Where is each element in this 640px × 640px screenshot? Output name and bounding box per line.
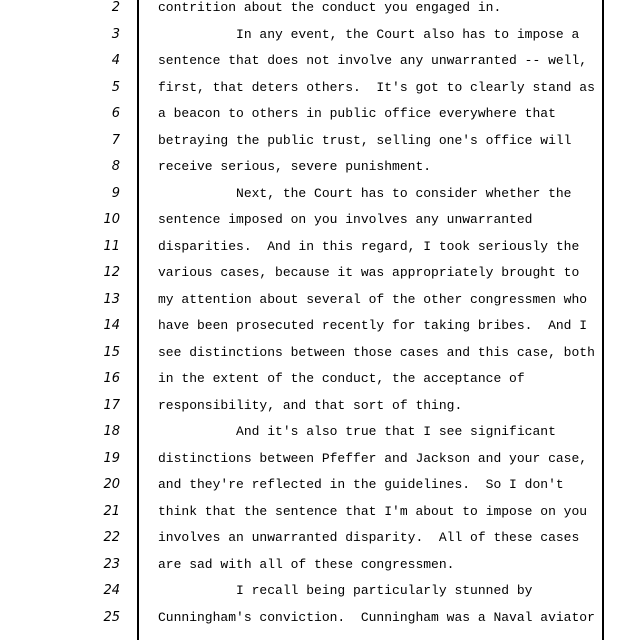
transcript-line-text: receive serious, severe punishment. [158,159,432,174]
line-number: 7 [111,132,120,148]
line-number: 17 [103,397,120,413]
line-number: 23 [103,556,120,572]
transcript-line-text: sentence that does not involve any unwarranted -- well, [158,53,588,68]
line-number: 21 [103,503,120,519]
line-number: 10 [103,212,120,227]
line-number: 24 [103,583,120,598]
line-number: 5 [111,79,120,95]
transcript-line-text: distinctions between Pfeffer and Jackson and your case, [158,450,588,466]
line-number: 16 [103,371,120,386]
transcript-line-text: betraying the public trust, selling one's office will [158,132,572,148]
transcript-line-text: are sad with all of these congressmen. [158,556,455,572]
line-number: 3 [111,26,120,42]
transcript-line-text: And it's also true that I see significant [158,424,556,439]
transcript-line-text: first, that deters others. It's got to clearly stand as [158,79,595,95]
line-number: 25 [103,609,120,625]
transcript-line-text: In any event, the Court also has to impose a [158,26,580,42]
transcript-line-text: involves an unwarranted disparity. All of these cases [158,530,580,545]
line-number: 14 [103,318,120,333]
line-number: 20 [103,477,120,492]
line-number: 6 [111,106,120,121]
line-number: 11 [103,238,120,254]
line-number: 13 [103,291,120,307]
transcript-line-text: various cases, because it was appropriately brought to [158,265,580,280]
transcript-line-text: sentence imposed on you involves any unwarranted [158,212,533,227]
line-number: 15 [103,344,120,360]
transcript-line-text: think that the sentence that I'm about to impose on you [158,503,588,519]
transcript-line-text: I recall being particularly stunned by [158,583,533,598]
line-number: 4 [111,53,120,68]
transcript-line-text: my attention about several of the other congressmen who [158,291,588,307]
line-number: 18 [103,424,120,439]
transcript-line-text: responsibility, and that sort of thing. [158,397,463,413]
transcript-line-text: in the extent of the conduct, the acceptance of [158,371,525,386]
line-number: 19 [103,450,120,466]
transcript-line-text: contrition about the conduct you engaged in. [158,0,502,15]
line-number: 2 [111,0,120,15]
transcript-line-text: a beacon to others in public office everywhere that [158,106,556,121]
transcript-line-text: Next, the Court has to consider whether the [158,185,572,201]
transcript-line-text: see distinctions between those cases and this case, both [158,344,595,360]
transcript-line-text: have been prosecuted recently for taking bribes. And I [158,318,588,333]
transcript-line-text: disparities. And in this regard, I took seriously the [158,238,580,254]
transcript-line-text: and they're reflected in the guidelines. So I don't [158,477,564,492]
line-number: 9 [111,185,120,201]
line-number: 22 [103,530,120,545]
transcript-line-text: Cunningham's conviction. Cunningham was a Naval aviator [158,609,595,625]
line-number: 12 [103,265,120,280]
line-number: 8 [111,159,120,174]
